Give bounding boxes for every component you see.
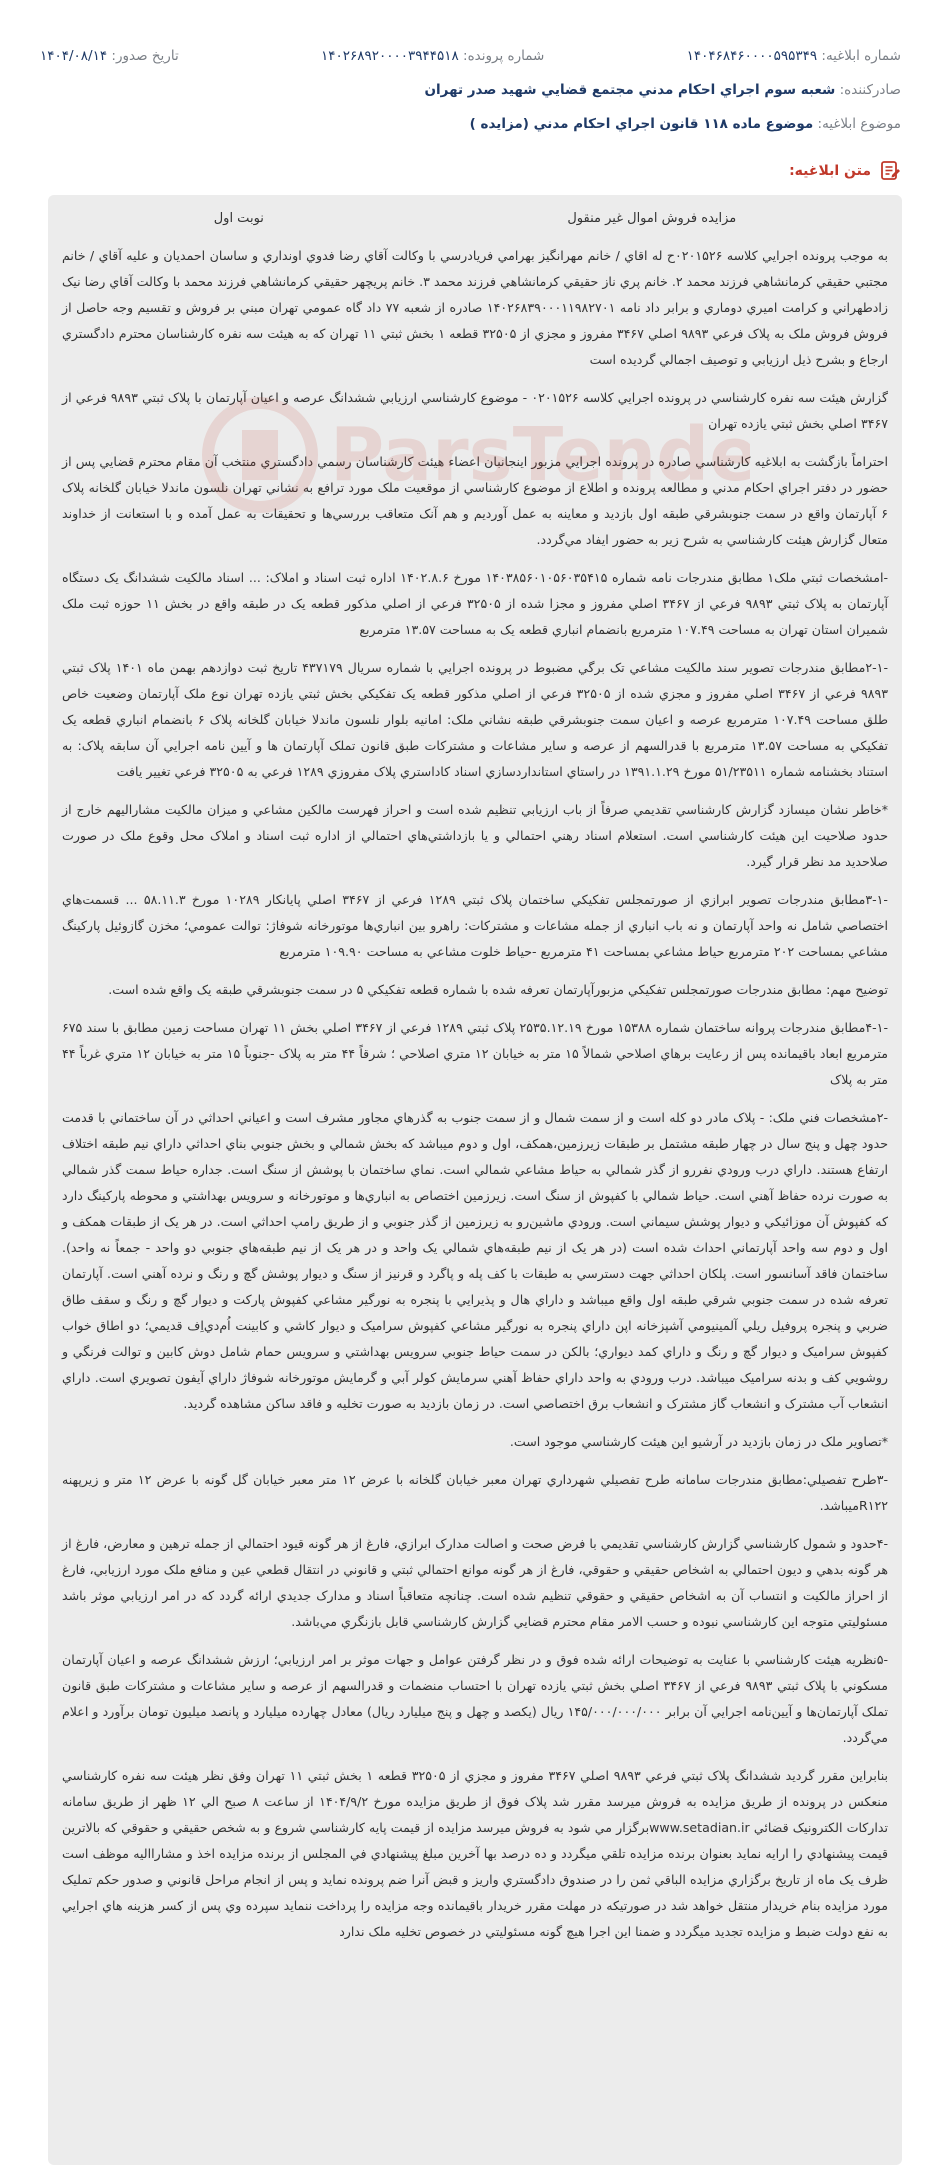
- notice-paragraph: -۲-۱مطابق مندرجات تصوير سند مالکيت مشاعي تک برگي مضبوط در پرونده اجرايي با شماره سريال ۴۳۷۱۷۹ تاريخ ثبت دوازدهم بهمن ماه ۱۴۰۱ پلاک ثبتي ۹۸۹۳ فرعي از ۳۴۶۷ اصلي مفروز و مجزي شده از ۳۲۵۰۵ فرعي از اصلي مذکور قطعه يک تفکيکي بخش ثبتي يازده تهران نوع ملک آپارتمان وضعيت خاص طلق مساحت ۱۰۷.۴۹ مترمربع عرصه و اعيان سمت جنوبشرقي طبقه نشاني ملک: امانيه بلوار نلسون ماندلا خيابان گلخانه پلاک ۶ بانضمام انباري قطعه يک تفکيکي به مساحت ۱۳.۵۷ مترمربع با قدرالسهم از عرصه و ساير مشاعات و مشترکات طبق قانون تملک آپارتمان ها و آيين نامه اجرايي آن سابقه پلاک: به استناد بخشنامه شماره ۵۱/۲۳۵۱۱ مورخ ۱۳۹۱.۱.۲۹ در راستاي استانداردسازي اسناد کاداستري پلاک مفروزي ۱۲۸۹ فرعي به ۳۲۵۰۵ فرعي تغيير يافت: [62, 660, 888, 779]
- case-number-label: شماره پرونده:: [463, 48, 545, 64]
- notice-paragraph: -امشخصات ثبتي ملک۱ مطابق مندرجات نامه شماره ۱۴۰۳۸۵۶۰۱۰۵۶۰۳۵۴۱۵ مورخ ۱۴۰۲.۸.۶ اداره ثبت اسناد و املاک: ... اسناد مالکيت ششدانگ يک دستگاه آپارتمان به پلاک ثبتي ۹۸۹۳ فرعي از ۳۴۶۷ اصلي مفروز و مجزا شده از ۳۲۵۰۵ فرعي از اصلي مذکور قطعه يک در طبقه واقع در بخش ۱۱ حوزه ثبت ملک شميران استان تهران به مساحت ۱۰۷.۴۹ مترمربع بانضمام انباري قطعه يک به مساحت ۱۳.۵۷ مترمربع: [62, 570, 889, 637]
- notice-paragraph: -۳-۱مطابق مندرجات تصوير ابرازي از صورتمجلس تفکيکي ساختمان پلاک ثبتي ۱۲۸۹ فرعي از ۳۴۶۷ اصلي پايانکار ۱۰۲۸۹ مورخ ۵۸.۱۱.۳ ... قسمت‌هاي اختصاصي شامل نه واحد آپارتمان و نه باب انباري از جمله مشاعات و مشترکات: راهرو بين انباري‌ها موتورخانه شوفاژ: توالت عمومي؛ مخزن گازوئيل پارکينگ مشاعي بمساحت ۲۰۲ مترمربع حياط مشاعي بمساحت ۴۱ مترمربع -حياط خلوت مشاعي به مساحت ۱۰۹.۹۰ مترمربع: [62, 892, 888, 959]
- notice-text-title: متن ابلاغيه:: [789, 163, 871, 179]
- issuer-row: [40, 80, 901, 100]
- notice-text-header: [789, 160, 901, 182]
- notice-body: [48, 195, 902, 2165]
- notice-paragraph: *خاطر نشان ميسازد گزارش کارشناسي تقديمي صرفاً از باب ارزيابي تنظيم شده است و احراز فهرست مالکين مشاعي و ميزان مالکيت مشاراليهم خارج از حدود صلاحيت اين هيئت کارشناسي است. استعلام اسناد رهني احتمالي و يا بازداشتي‌هاي احتمالي از اداره ثبت اسناد و املاک محل وقوع ملک در صورت صلاحديد مد نظر قرار گيرد.: [62, 802, 888, 869]
- notice-meta-ids: [40, 46, 901, 66]
- subject-label: موضوع ابلاغيه:: [817, 116, 901, 132]
- issue-date-value: ۱۴۰۴/۰۸/۱۴: [40, 48, 108, 64]
- issue-date: [40, 46, 179, 66]
- case-number: [321, 46, 544, 66]
- notice-paragraph: -۴-۱مطابق مندرجات پروانه ساختمان شماره ۱۵۳۸۸ مورخ ۲۵۳۵.۱۲.۱۹ پلاک ثبتي ۱۲۸۹ فرعي از ۳۴۶۷ اصلي بخش ۱۱ تهران مساحت زمين مطابق با سند ۶۷۵ مترمربع ابعاد باقيمانده پس از رعايت برهاي اصلاحي شمالاً ۱۵ متر به خيابان ۱۲ متري اصلاحي ؛ شرقاً ۴۴ متر به پلاک -جنوباً ۱۵ متر به خيابان ۱۲ متري غرباً ۴۴ متر به پلاک: [62, 1020, 889, 1087]
- notice-paragraph: -۵نظريه هيئت کارشناسي با عنايت به توضيحات ارائه شده فوق و در نظر گرفتن عوامل و جهات موثر بر امر ارزيابي؛ ارزش ششدانگ عرصه و اعيان آپارتمان مسکوني با پلاک ثبتي ۹۸۹۳ فرعي از ۳۴۶۷ اصلي بخش ثبتي يازده تهران با احتساب منضمات و قدرالسهم از عرصه و ساير مشاعات و مشترکات طبق قانون تملک آپارتمان‌ها و آيين‌نامه اجرايي آن برابر ۱۴۵/۰۰۰/۰۰۰/۰۰۰ ريال (يکصد و چهل و پنج ميليارد ريال) معادل چهارده ميليارد و پانصد ميليون تومان برآورد و اعلام مي‌گردد.: [62, 1652, 888, 1745]
- notice-paragraph: *تصاوير ملک در زمان بازديد در آرشيو اين هيئت کارشناسي موجود است.: [509, 1434, 888, 1449]
- notice-paragraph: گزارش هيئت سه نفره کارشناسي در پرونده اجرايي کلاسه ۰۲۰۱۵۲۶ - موضوع کارشناسي ارزيابي ششدانگ عرصه و اعيان آپارتمان با پلاک ثبتي ۹۸۹۳ فرعي از ۳۴۶۷ اصلي بخش ثبتي يازده تهران: [62, 390, 888, 431]
- notice-paragraph: احتراماً بازگشت به ابلاغيه کارشناسي صادره در پرونده اجرايي مزبور اينجانبان اعضاء هيئت کارشناسان رسمي دادگستري منتخب آن مقام محترم قضايي پس از حضور در دفتر اجراي احکام مدني و مطالعه پرونده و اطلاع از موضوع کارشناسي از موقعيت ملک مورد ترافع به نشاني تهران نلسون ماندلا خيابان گلخانه پلاک ۶ آپارتمان واقع در سمت جنوبشرقي طبقه اول بازديد و معاينه به عمل آورديم و هم آنک متعاقب بررسي‌ها و تحقيقات به عمل آمده و با استعانت از خداوند متعال گزارش هيئت کارشناسي به شرح زير به حضور ايفاد مي‌گردد.: [62, 454, 888, 547]
- notice-paragraph: بنابراين مقرر گرديد ششدانگ پلاک ثبتي فرعي ۹۸۹۳ اصلي ۳۴۶۷ مفروز و مجزي از ۳۲۵۰۵ قطعه ۱ بخش ثبتي ۱۱ تهران وفق نظر هيئت سه نفره کارشناسي منعکس در پرونده از طريق مزايده به فروش ميرسد مقرر شد پلاک فوق از طريق مزايده مورخ ۱۴۰۴/۹/۲ از ساعت ۸ صبح الي ۱۲ ظهر از طريق سامانه تدارکات الکترونيک قضائي www.setadian.irبرگزار مي شود به فروش ميرسد مزايده از قيمت پايه کارشناسي شروع و به شخص حقيقي و حقوقي که بالاترين قيمت پيشنهادي را ارايه نمايد بعنوان برنده مزايده تلقي ميگردد و ده درصد بها آخرين مبلغ پيشنهادي في المجلس از برنده مزايده اخذ و مشارااليه موظف است ظرف يک ماه از تاريخ برگزاري مزايده الباقي ثمن را در صندوق دادگستري واريز و قبض آنرا ضم پرونده نمايد و پس از انجام مراحل قانوني و صدور حکم تمليک مورد مزايده بنام خريدار منتقل خواهد شد در صورتيکه در مهلت مقرر خريدار باقيمانده وجه مزايده را پرداخت ننمايد سپرده وي پس از کسر هزينه هاي اجرايي به نفع دولت ضبط و مزايده تجديد ميگردد و ضمنا اين اجرا هيچ گونه مسئوليتي در خصوص تخليه ملک ندارد: [62, 1768, 889, 1939]
- notice-paragraph: توضيح مهم: مطابق مندرجات صورتمجلس تفکيکي مزبورآپارتمان تعرفه شده با شماره قطعه تفکيکي ۵ در سمت جنوبشرقي طبقه يک واقع شده است.: [108, 982, 888, 997]
- issue-date-label: تاريخ صدور:: [111, 48, 179, 64]
- notice-number-value: ۱۴۰۴۶۸۴۶۰۰۰۰۵۹۵۳۴۹: [686, 48, 818, 64]
- case-number-value: ۱۴۰۲۶۸۹۲۰۰۰۰۳۹۴۴۵۱۸: [320, 48, 459, 64]
- issuer-value: شعبه سوم اجراي احکام مدني مجتمع قضايي شهيد صدر تهران: [424, 82, 836, 98]
- subject-value: موضوع ماده ۱۱۸ قانون اجراي احکام مدني (مزايده ): [469, 116, 814, 132]
- subject-row: [40, 114, 901, 134]
- notice-document-icon: [879, 160, 901, 182]
- notice-number: [687, 46, 901, 66]
- issuer-label: صادرکننده:: [839, 82, 901, 98]
- notice-paragraph: به موجب پرونده اجرايي کلاسه ۰۲۰۱۵۲۶ح له اقاي / خانم مهرانگيز بهرامي فريادرسي با وکالت آقاي رضا فدوي اونداري و ساسان احمديان و عليه آقاي / خانم مجتبي حقيقي کرمانشاهي فرزند محمد ۲. خانم پري ناز حقيقي کرمانشاهي فرزند محمد ۳. خانم پريچهر حقيقي کرمانشاهي فرزند محمد با وکالت آقاي رضا نيک زادطهراني و کرامت اميري دوماري و برابر داد نامه ۱۴۰۲۶۸۳۹۰۰۰۱۱۹۸۲۷۰۱ صادره از شعبه ۷۷ داد گاه عمومي تهران مبني بر فروش و تقسيم وجه حاصل از فروش فروش ملک به پلاک فرعي ۹۸۹۳ اصلي ۳۴۶۷ مفروز و مجزي از ۳۲۵۰۵ قطعه ۱ بخش ثبتي ۱۱ تهران که به هيئت سه نفره کارشناسان محترم دادگستري ارجاع و بشرح ذيل ارزيابي و توصيف اجمالي گرديده است: [62, 248, 888, 367]
- notice-paragraph: -۴حدود و شمول کارشناسي گزارش کارشناسي تقديمي با فرض صحت و اصالت مدارک ابرازي، فارغ از هر گونه قيود احتمالي از جمله ترهين و معارض، فارغ از هر گونه بدهي و ديون احتمالي به اشخاص حقيقي و حقوقي، فارغ از هر گونه موانع احتمالي ثبتي و قانوني در انتقال قطعي عين و منافع ملک مورد ارزيابي، فارغ از احراز مالکيت و انتساب آن به اشخاص حقيقي و حقوقي تنظيم شده است. چنانچه متعاقباً اسناد و مدارک جديدي ارائه گردد که در امر ارزيابي موثر باشد مسئوليتي متوجه اين کارشناسي نبوده و حسب الامر مقام محترم قضايي گزارش کارشناسي قابل بازنگري مي‌باشد.: [62, 1536, 888, 1629]
- auction-type-label: مزايده فروش اموال غير منقول: [567, 211, 737, 226]
- notice-paragraph: -۲مشخصات فني ملک: - پلاک مادر دو کله است و از سمت شمال و از سمت جنوب به گذرهاي مجاور مشرف است و اعياني احداثي در آن ساختماني با قدمت حدود چهل و پنج سال در چهار طبقه مشتمل بر طبقات زيرزمين،همکف، اول و دوم ميباشد که بخش شمالي و بخش جنوبي بناي احداثي داراي نيم طبقه اختلاف ارتفاع هستند. داراي درب ورودي نفررو از گذر شمالي به حياط مشاعي شمالي است. نماي ساختمان با پوشش از سنگ است. جداره حياط سمت گذر شمالي به صورت نرده حفاظ آهني است. حياط شمالي با کفپوش از سنگ است. زيرزمين اختصاص به انباري‌ها و موتورخانه و سرويس بهداشتي و محوطه پارکينگ دارد که کفپوش آن موزائيکي و ديوار پوشش سيماني است. ورودي ماشين‌رو به زيرزمين از گذر جنوبي و از طريق رامپ احداثي است. در هر يک از طبقات همکف و اول و دوم سه واحد آپارتماني احداث شده است (در هر يک از نيم طبقه‌هاي شمالي يک واحد و در هر يک از نيم طبقه‌هاي جنوبي دو واحد - جمعاً نه واحد). ساختمان فاقد آسانسور است. پلکان احداثي جهت دسترسي به طبقات با کف پله و پاگرد و قرنيز از سنگ و ديوار پوشش گچ و رنگ و نرده آهني است. آپارتمان تعرفه شده در سمت جنوبي شرقي طبقه اول واقع ميباشد و داراي هال و پذيرايي با پنجره به نورگير مشاعي کفپوش پارکت و ديوار گچ و رنگ و سقف طاق ضربي و پنجره پروفيل ريلي آلمينيومي آشپزخانه اپن داراي پنجره به نورگير مشاعي کفپوش سراميک و ديوار کاشي و کابينت اُم‌دي‌اِف قديمي؛ دو اطاق خواب کفپوش سراميک و ديوار گچ و رنگ و داراي کمد ديواري؛ بالکن در سمت حياط جنوبي سرويس بهداشتي و سرويس حمام شامل دوش کابين و توالت فرنگي و روشويي کف و بدنه سراميک ميباشد. درب ورودي به واحد داراي حفاظ آهني سرمايش کولر آبي و گرمايش موتورخانه شوفاژ داراي آيفون تصويري است. داراي انشعاب آب مشترک و انشعاب گاز مشترک و انشعاب برق اختصاصي است. در زمان بازديد به صورت تخليه و فاقد ساکن مشاهده گرديد.: [62, 1110, 888, 1411]
- auction-round-label: نوبت اول: [213, 211, 264, 226]
- notice-body-header: [62, 209, 888, 229]
- notice-paragraph: -۳طرح تفصيلي:مطابق مندرجات سامانه طرح تفصيلي شهرداري تهران معبر خيابان گلخانه با عرض ۱۲ متر معبر خيابان گل گونه با عرض ۱۲ متر و زيرپهنه R۱۲۲ميباشد.: [62, 1472, 888, 1513]
- notice-number-label: شماره ابلاغيه:: [821, 48, 901, 64]
